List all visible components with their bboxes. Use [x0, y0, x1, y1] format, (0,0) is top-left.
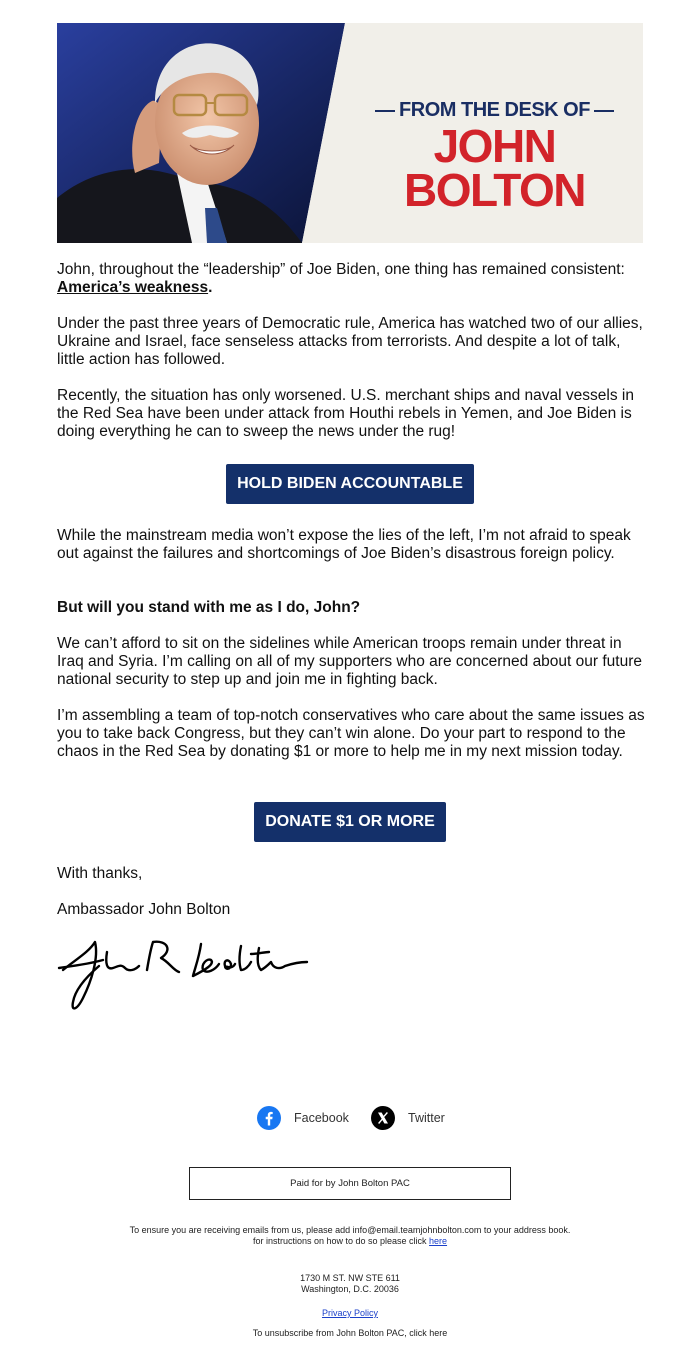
- paragraph-mainstream-media: While the mainstream media won’t expose the lies of the left, I’m not afraid to speak out against the failures and shortcomings of Joe Biden’s disastrous foreign policy.: [57, 527, 631, 562]
- signoff-text: Ambassador John Bolton: [57, 901, 231, 918]
- facebook-icon[interactable]: [257, 1106, 281, 1130]
- paragraph-red-sea: Recently, the situation has only worsened. U.S. merchant ships and naval vessels in the Red Sea have been under attack from Houthi rebels in Yemen, and Joe Biden is doing everything he can to sweep the news under the rug!: [57, 387, 634, 440]
- kicker-dash-right: [594, 110, 614, 112]
- paid-for-disclaimer: Paid for by John Bolton PAC: [189, 1167, 511, 1200]
- kicker-dash-left: [375, 110, 395, 112]
- paragraph-intro: [57, 261, 647, 297]
- paragraph-democratic-rule: Under the past three years of Democratic rule, America has watched two of our allies, Ukraine and Israel, face senseless attacks from terrorists. And despite a lot of talk, little action has followed.: [57, 315, 643, 368]
- header-first-name: JOHN: [433, 120, 556, 172]
- hold-biden-accountable-button[interactable]: HOLD BIDEN ACCOUNTABLE: [226, 464, 474, 504]
- facebook-label[interactable]: Facebook: [294, 1111, 349, 1125]
- donate-button[interactable]: DONATE $1 OR MORE: [254, 802, 446, 842]
- twitter-social-link[interactable]: [371, 1105, 445, 1131]
- handwritten-signature: [55, 930, 315, 1020]
- header-banner: [57, 23, 643, 243]
- mailing-address-line1: 1730 M ST. NW STE 611: [300, 1273, 400, 1283]
- paragraph-sidelines: We can’t afford to sit on the sidelines while American troops remain under threat in Iraq and Syria. I’m calling on all of my supporters who are concerned about our future national security to step up and join me in fighting back.: [57, 635, 643, 688]
- ensure-delivery-line: To ensure you are receiving emails from us, please add info@email.teamjohnbolton.com to your address book.: [129, 1225, 571, 1235]
- x-twitter-icon[interactable]: [371, 1106, 395, 1130]
- twitter-label[interactable]: Twitter: [408, 1111, 445, 1125]
- unsubscribe-link[interactable]: To unsubscribe from John Bolton PAC, click here: [252, 1328, 448, 1338]
- america-weakness-link[interactable]: America’s weakness: [57, 279, 209, 296]
- header-kicker: [362, 99, 627, 122]
- instructions-text: for instructions on how to do so please click: [252, 1236, 430, 1246]
- intro-period: .: [208, 279, 213, 296]
- facebook-social-link[interactable]: [257, 1105, 349, 1131]
- instructions-here-link[interactable]: here: [429, 1236, 448, 1246]
- paragraph-stand-with-me: But will you stand with me as I do, John?: [57, 599, 361, 616]
- paragraph-assembling-team: I’m assembling a team of top-notch conservatives who care about the same issues as you to take back Congress, but they can’t win alone. Do your part to respond to the chaos in the Red Sea by donating $1 or more to help me in my next mission today.: [57, 707, 645, 760]
- mailing-address-line2: Washington, D.C. 20036: [301, 1284, 399, 1294]
- kicker-text: FROM THE DESK OF: [399, 99, 590, 121]
- intro-text: John, throughout the “leadership” of Joe Biden, one thing has remained consistent:: [57, 261, 625, 278]
- header-last-name: BOLTON: [404, 164, 585, 216]
- privacy-policy-row: [0, 1308, 700, 1319]
- instructions-line: [0, 1236, 700, 1247]
- closing-text: With thanks,: [57, 865, 143, 882]
- privacy-policy-link[interactable]: Privacy Policy: [321, 1308, 378, 1318]
